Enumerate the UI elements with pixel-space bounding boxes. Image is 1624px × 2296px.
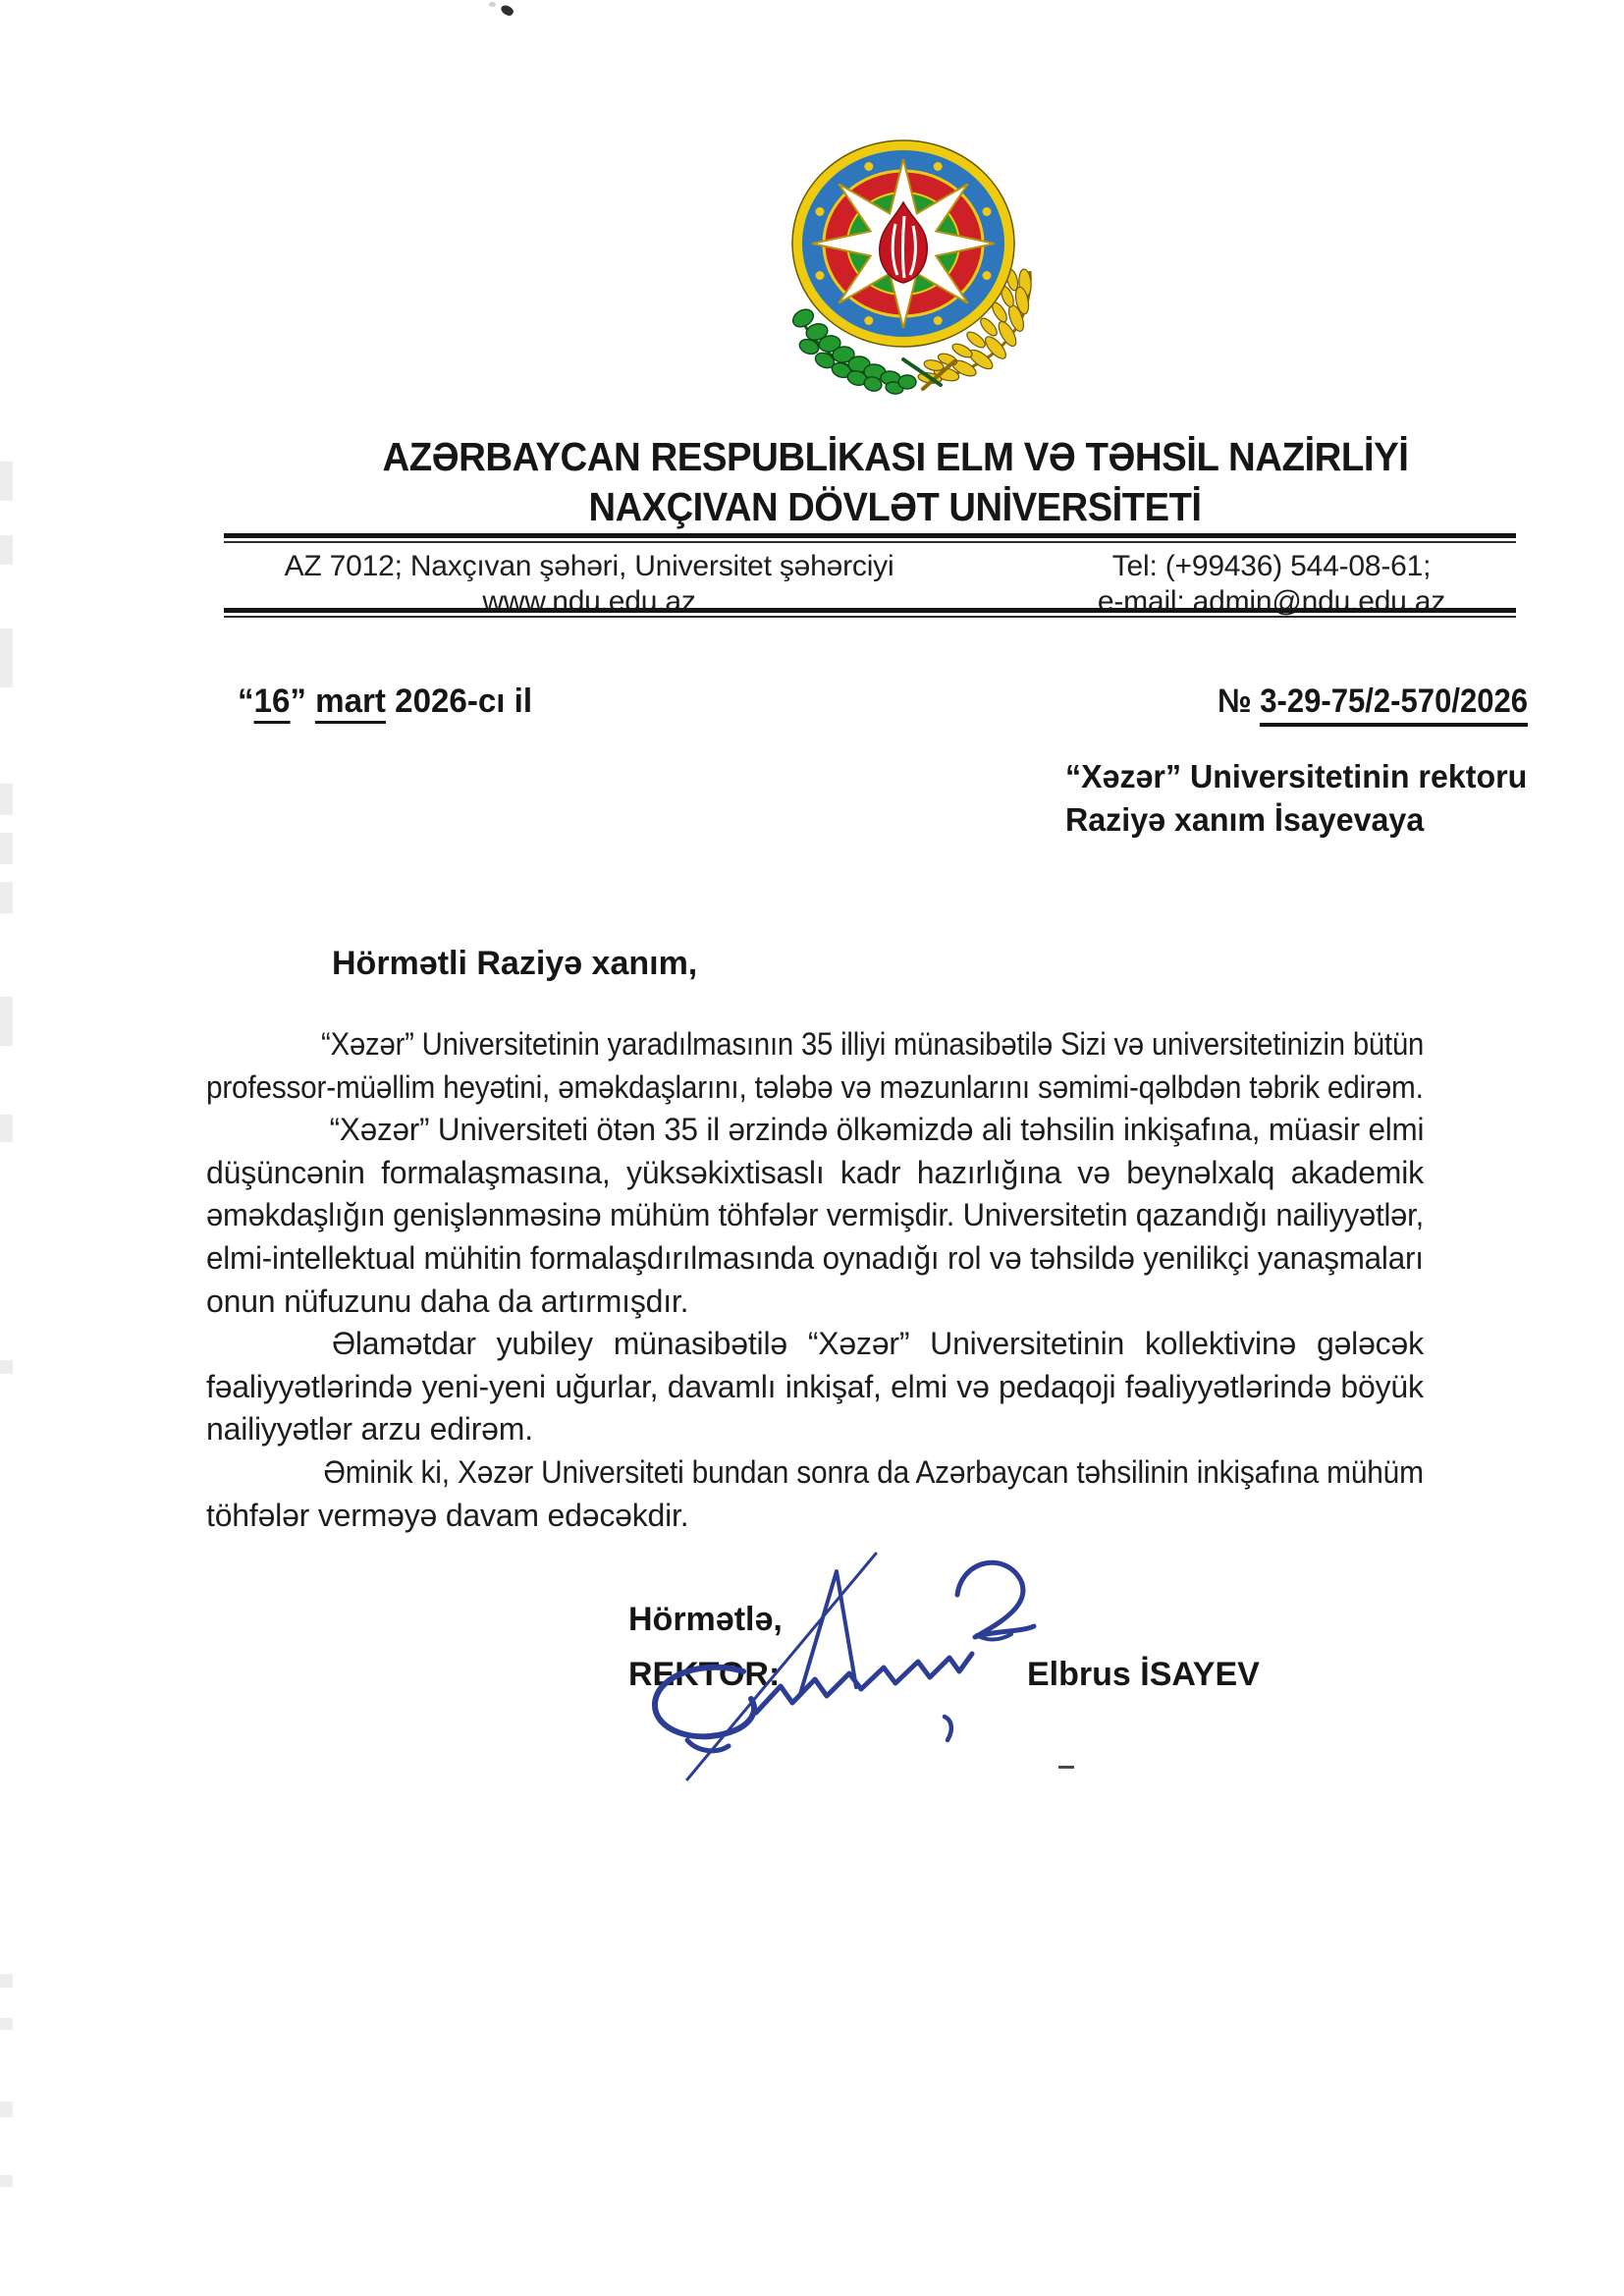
addressee-line-2 <box>1065 801 1433 839</box>
website-line: www.ndu.edu.az <box>482 585 696 618</box>
address-line: AZ 7012; Naxçıvan şəhəri, Universitet şəhərciyi <box>284 550 894 582</box>
scan-artifact <box>1058 1766 1074 1769</box>
university-title <box>167 484 1624 530</box>
scan-artifact <box>500 3 515 18</box>
closing-phrase: Hörmətlə, <box>628 1601 783 1638</box>
outgoing-number-text <box>1218 683 1528 721</box>
date-close-quote: ” <box>290 683 306 720</box>
body-line: onun nüfuzunu daha da artırmışdır. <box>206 1283 689 1319</box>
azerbaijan-state-emblem-icon <box>746 126 1060 401</box>
date-year: 2026-cı il <box>395 683 533 720</box>
body-line: düşüncənin formalaşmasına, yüksəkixtisaslı kadr hazırlığına və beynəlxalq akademik <box>206 1154 1424 1190</box>
scan-artifact <box>0 1360 13 1374</box>
outgoing-number-line <box>1188 683 1528 721</box>
body-line: Əminik ki, Xəzər Universiteti bundan sonra da Azərbaycan təhsilinin inkişafına mühüm <box>323 1453 1424 1490</box>
scan-artifact <box>0 784 13 815</box>
letterhead-rule-top <box>224 533 1516 543</box>
scan-artifact <box>489 2 496 7</box>
number-sign: № <box>1217 683 1252 720</box>
scan-artifact <box>0 1974 13 1988</box>
scan-artifact <box>0 997 13 1046</box>
body-line: töhfələr verməyə davam edəcəkdir. <box>206 1497 689 1533</box>
university-title-text: NAXÇIVAN DÖVLƏT UNİVERSİTETİ <box>588 484 1203 529</box>
body-line: professor-müəllim heyətini, əməkdaşlarını, tələbə və məzunlarını səmimi-qəlbdən təbrik edirəm. <box>206 1068 1424 1105</box>
scan-artifact <box>0 833 13 864</box>
body-line: “Xəzər” Universiteti ötən 35 il ərzində ölkəmizdə ali təhsilin inkişafına, müasir elmi <box>329 1112 1425 1148</box>
body-line: “Xəzər” Universitetinin yaradılmasının 35 illiyi münasibətilə Sizi və universitetinizin bütün <box>321 1026 1425 1062</box>
date-open-quote: “ <box>238 683 254 720</box>
body-line: nailiyyətlər arzu edirəm. <box>206 1411 533 1448</box>
addressee-name: Raziyə xanım İsayevaya <box>1065 801 1425 838</box>
date-day: 16 <box>254 683 291 724</box>
email-line: e-mail: admin@ndu.edu.az <box>1097 585 1446 618</box>
number-value: 3-29-75/2-570/2026 <box>1260 683 1528 727</box>
scan-artifact <box>0 1115 13 1142</box>
scan-artifact <box>0 462 13 501</box>
scan-artifact <box>0 629 13 687</box>
phone-line: Tel: (+99436) 544-08-61; <box>1111 550 1432 582</box>
date-text <box>238 683 532 721</box>
ministry-title-text: AZƏRBAYCAN RESPUBLİKASI ELM VƏ TƏHSİL NAZİRLİYİ <box>382 434 1409 479</box>
date-line <box>238 683 540 721</box>
addressee-title: “Xəzər” Universitetinin rektoru <box>1065 758 1528 794</box>
scan-artifact <box>0 2018 13 2030</box>
scan-artifact <box>0 2175 13 2187</box>
scan-artifact <box>0 882 13 913</box>
scan-artifact <box>0 535 13 565</box>
letterhead-rule-bottom <box>224 608 1516 618</box>
date-month: mart <box>315 683 386 724</box>
body-line: fəaliyyətlərində yeni-yeni uğurlar, davamlı inkişaf, elmi və pedaqoji fəaliyyətlərində böyük <box>206 1368 1424 1404</box>
letter-body <box>206 1023 1424 1537</box>
body-line: Əlamətdar yubiley münasibətilə “Xəzər” Universitetinin kollektivinə gələcək <box>332 1326 1424 1362</box>
signer-title: REKTOR: <box>628 1656 781 1693</box>
scan-artifact <box>0 2102 13 2117</box>
handwritten-signature <box>486 1544 1095 1784</box>
body-line: əməkdaşlığın genişlənməsinə mühüm töhfələr vermişdir. Universitetin qazandığı nailiyyətlər, <box>206 1197 1424 1233</box>
ministry-title <box>167 434 1624 480</box>
body-line: elmi-intellektual mühitin formalaşdırılmasında oynadığı rol və təhsildə yenilikçi yanaşmaları <box>206 1239 1424 1276</box>
signer-name: Elbrus İSAYEV <box>1027 1656 1260 1693</box>
salutation: Hörmətli Raziyə xanım, <box>332 945 698 982</box>
addressee-line-1 <box>1065 758 1539 795</box>
